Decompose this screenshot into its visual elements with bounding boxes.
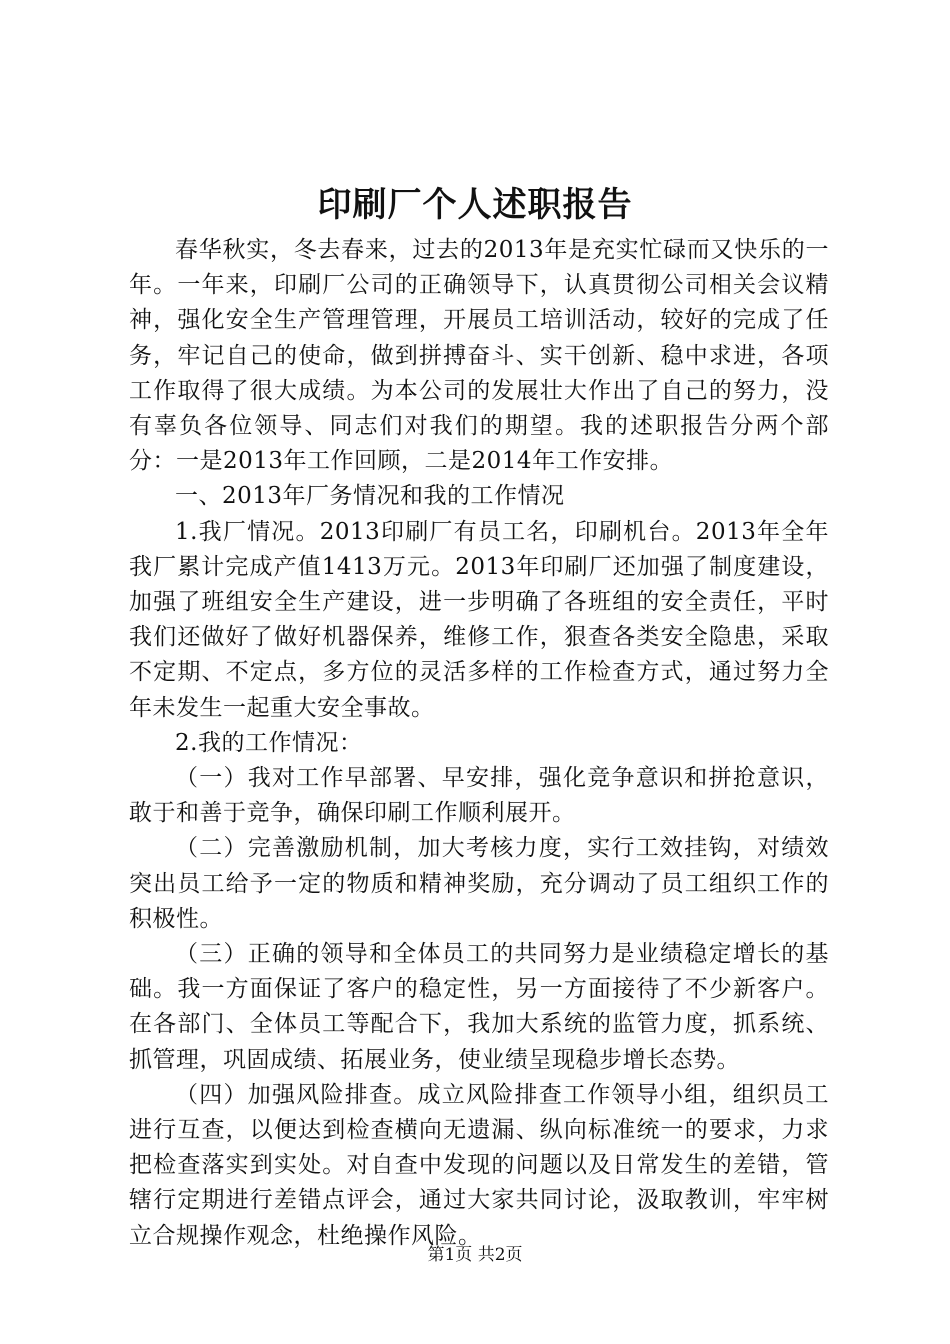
document-body (129, 233, 829, 1254)
document-title: 印刷厂个人述职报告 (317, 185, 633, 225)
work-item-4: （四）加强风险排查。成立风险排查工作领导小组，组织员工进行互查，以便达到检查横向无遗漏、纵向标准统一的要求，力求把检查落实到实处。对自查中发现的问题以及日常发生的差错，管辖行定期进行差错点评会，通过大家共同讨论，汲取教训，牢牢树立合规操作观念，杜绝操作风险。 (129, 1081, 829, 1249)
section-heading: 一、2013年厂务情况和我的工作情况 (175, 483, 565, 510)
factory-situation-paragraph: 1.我厂情况。2013印刷厂有员工名，印刷机台。2013年全年我厂累计完成产值1413万元。2013年印刷厂还加强了制度建设，加强了班组安全生产建设，进一步明确了各班组的安全责任，平时我们还做好了做好机器保养，维修工作，狠查各类安全隐患，采取不定期、不定点，多方位的灵活多样的工作检查方式，通过努力全年未发生一起重大安全事故。 (129, 518, 829, 721)
page-footer: 第1页 共2页 (427, 1245, 523, 1265)
work-item-2: （二）完善激励机制，加大考核力度，实行工效挂钩，对绩效突出员工给予一定的物质和精神奖励，充分调动了员工组织工作的积极性。 (129, 835, 829, 932)
work-item-3: （三）正确的领导和全体员工的共同努力是业绩稳定增长的基础。我一方面保证了客户的稳定性，另一方面接待了不少新客户。在各部门、全体员工等配合下，我加大系统的监管力度，抓系统、抓管理，巩固成绩、拓展业务，使业绩呈现稳步增长态势。 (129, 941, 829, 1073)
work-situation-heading: 2.我的工作情况： (175, 729, 363, 756)
work-item-1: （一）我对工作早部署、早安排，强化竞争意识和拼抢意识，敢于和善于竞争，确保印刷工作顺利展开。 (129, 765, 829, 827)
intro-paragraph: 春华秋实，冬去春来，过去的2013年是充实忙碌而又快乐的一年。一年来，印刷厂公司的正确领导下，认真贯彻公司相关会议精神，强化安全生产管理管理，开展员工培训活动，较好的完成了任务，牢记自己的使命，做到拼搏奋斗、实干创新、稳中求进，各项工作取得了很大成绩。为本公司的发展壮大作出了自己的努力，没有辜负各位领导、同志们对我们的期望。我的述职报告分两个部分：一是2013年工作回顾，二是2014年工作安排。 (129, 237, 829, 475)
